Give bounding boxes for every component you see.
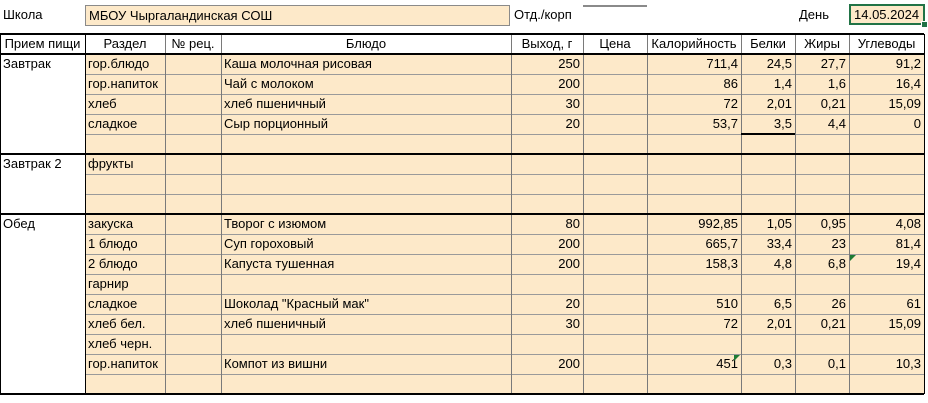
cell-proteins[interactable]: 2,01 [741,314,795,334]
cell-calories[interactable]: 86 [647,74,741,94]
cell-meal[interactable]: Завтрак 2 [3,156,62,171]
cell-price[interactable] [583,294,647,314]
error-indicator-icon[interactable] [734,355,740,361]
cell-price[interactable] [583,54,647,74]
cell-output[interactable] [511,174,583,194]
cell-dish[interactable]: Творог с изюмом [221,214,511,234]
cell-fats[interactable]: 26 [795,294,849,314]
cell-meal[interactable] [0,74,85,94]
cell-price[interactable] [583,214,647,234]
cell-fats[interactable] [795,194,849,214]
grid-line [85,334,924,335]
column-header-fats: Жиры [804,36,840,51]
cell-carbs[interactable]: 4,08 [849,214,924,234]
cell-meal[interactable]: Обед [3,216,35,231]
column-header-dish: Блюдо [345,36,387,51]
cell-price[interactable] [583,154,647,174]
cell-dish[interactable]: хлеб пшеничный [221,94,511,114]
cell-dish[interactable]: Сыр порционный [221,114,511,134]
column-header-calories: Калорийность [651,36,737,51]
cell-meal[interactable] [0,354,85,374]
cell-meal[interactable] [0,314,85,334]
section-border [0,53,924,55]
column-header-recipe: № рец. [171,36,215,51]
cell-carbs[interactable]: 19,4 [849,254,924,274]
cell-recipe[interactable] [165,74,221,94]
cell-recipe[interactable] [165,254,221,274]
fill-handle[interactable] [921,21,928,28]
cell-calories[interactable] [647,194,741,214]
column-header-meal: Прием пищи [4,36,81,51]
grid-line [85,254,924,255]
cell-carbs[interactable] [849,274,924,294]
cell-meal[interactable] [0,174,85,194]
cell-dish[interactable] [221,174,511,194]
cell-calories[interactable] [647,134,741,154]
cell-fats[interactable] [795,154,849,174]
cell-dish[interactable] [221,334,511,354]
grid-line [85,234,924,235]
cell-price[interactable] [583,194,647,214]
cell-carbs[interactable] [849,154,924,174]
cell-carbs[interactable] [849,334,924,354]
school-field[interactable]: МБОУ Чыргаландинская СОШ [85,5,510,26]
cell-recipe[interactable] [165,114,221,134]
cell-price[interactable] [583,274,647,294]
cell-meal[interactable] [0,334,85,354]
cell-dish[interactable] [221,194,511,214]
cell-proteins[interactable]: 1,4 [741,74,795,94]
cell-carbs[interactable]: 16,4 [849,74,924,94]
cell-carbs[interactable]: 81,4 [849,234,924,254]
cell-carbs[interactable] [849,374,924,394]
cell-proteins[interactable] [741,174,795,194]
cell-section[interactable]: хлеб черн. [85,334,165,354]
cell-recipe[interactable] [165,314,221,334]
cell-carbs[interactable]: 10,3 [849,354,924,374]
cell-calories[interactable]: 53,7 [647,114,741,134]
cell-calories[interactable]: 510 [647,294,741,314]
cell-section[interactable]: гор.напиток [85,354,165,374]
cell-proteins[interactable]: 4,8 [741,254,795,274]
cell-meal[interactable] [0,274,85,294]
cell-recipe[interactable] [165,334,221,354]
cell-section[interactable]: закуска [85,214,165,234]
cell-output[interactable]: 200 [511,74,583,94]
cell-output[interactable]: 200 [511,354,583,374]
section-border [0,153,924,155]
section-border [0,213,924,215]
column-header-proteins: Белки [750,36,786,51]
cell-dish[interactable]: Чай с молоком [221,74,511,94]
cell-carbs[interactable] [849,194,924,214]
cell-fats[interactable]: 6,8 [795,254,849,274]
cell-output[interactable]: 200 [511,254,583,274]
cell-proteins[interactable] [741,274,795,294]
cell-carbs[interactable]: 91,2 [849,54,924,74]
cell-section[interactable]: 2 блюдо [85,254,165,274]
cell-meal[interactable] [0,194,85,214]
cell-calories[interactable] [647,374,741,394]
cell-output[interactable] [511,154,583,174]
cell-fats[interactable] [795,374,849,394]
column-header-section: Раздел [103,36,147,51]
cell-meal[interactable] [0,374,85,394]
cell-calories[interactable]: 992,85 [647,214,741,234]
cell-section[interactable]: сладкое [85,114,165,134]
cell-price[interactable] [583,374,647,394]
cell-output[interactable]: 80 [511,214,583,234]
cell-fats[interactable]: 0,21 [795,314,849,334]
cell-recipe[interactable] [165,194,221,214]
dept-label: Отд./корп [514,7,572,22]
cell-section[interactable]: сладкое [85,294,165,314]
cell-proteins[interactable] [741,334,795,354]
cell-dish[interactable] [221,134,511,154]
cell-dish[interactable]: Капуста тушенная [221,254,511,274]
cell-section[interactable]: хлеб [85,94,165,114]
grid-line [85,354,924,355]
column-header-carbs: Углеводы [857,36,916,51]
cell-carbs[interactable]: 61 [849,294,924,314]
cell-section[interactable]: хлеб бел. [85,314,165,334]
cell-proteins[interactable]: 1,05 [741,214,795,234]
cell-proteins[interactable]: 24,5 [741,54,795,74]
cell-dish[interactable]: Компот из вишни [221,354,511,374]
grid-line [85,194,924,195]
section-border [0,393,924,395]
cell-dish[interactable]: Шоколад "Красный мак" [221,294,511,314]
cell-recipe[interactable] [165,234,221,254]
cell-recipe[interactable] [165,134,221,154]
cell-fats[interactable]: 27,7 [795,54,849,74]
cell-calories[interactable] [647,174,741,194]
grid-line [85,114,924,115]
cell-dish[interactable]: Каша молочная рисовая [221,54,511,74]
cell-meal[interactable] [0,94,85,114]
cell-dish[interactable] [221,154,511,174]
cell-output[interactable] [511,134,583,154]
cell-fats[interactable]: 23 [795,234,849,254]
cell-section[interactable]: фрукты [85,154,165,174]
cell-proteins[interactable] [741,374,795,394]
cell-calories[interactable] [647,154,741,174]
cell-dish[interactable] [221,374,511,394]
error-indicator-icon[interactable] [850,255,856,261]
grid-line [85,174,924,175]
grid-line [85,314,924,315]
cell-output[interactable]: 30 [511,314,583,334]
grid-line [85,274,924,275]
cell-price[interactable] [583,334,647,354]
cell-fats[interactable] [795,274,849,294]
cell-price[interactable] [583,234,647,254]
cell-fats[interactable] [795,134,849,154]
cell-meal[interactable] [0,134,85,154]
cell-carbs[interactable] [849,174,924,194]
cell-output[interactable]: 250 [511,54,583,74]
day-field[interactable]: 14.05.2024 [849,4,925,25]
grid-line [85,134,924,135]
cell-meal[interactable]: Завтрак [3,56,51,71]
cell-price[interactable] [583,94,647,114]
cell-calories[interactable] [647,274,741,294]
grid-line [85,374,924,375]
cell-section[interactable]: 1 блюдо [85,234,165,254]
grid-line [924,34,925,394]
cell-recipe[interactable] [165,374,221,394]
cell-section[interactable] [85,134,165,154]
cell-recipe[interactable] [165,294,221,314]
cell-recipe[interactable] [165,214,221,234]
cell-fats[interactable]: 0,95 [795,214,849,234]
cell-carbs[interactable] [849,134,924,154]
cell-price[interactable] [583,134,647,154]
grid-line [85,74,924,75]
cell-price[interactable] [583,174,647,194]
cell-carbs[interactable]: 0 [849,114,924,134]
cell-border [741,133,795,135]
cell-fats[interactable]: 0,21 [795,94,849,114]
cell-output[interactable] [511,374,583,394]
grid-line [85,294,924,295]
school-label: Школа [3,7,43,22]
cell-proteins[interactable] [741,154,795,174]
cell-recipe[interactable] [165,154,221,174]
cell-recipe[interactable] [165,54,221,74]
cell-price[interactable] [583,354,647,374]
cell-meal[interactable] [0,254,85,274]
cell-recipe[interactable] [165,274,221,294]
cell-output[interactable]: 30 [511,94,583,114]
cell-meal[interactable] [0,294,85,314]
cell-price[interactable] [583,114,647,134]
cell-carbs[interactable]: 15,09 [849,94,924,114]
cell-proteins[interactable] [741,194,795,214]
cell-recipe[interactable] [165,174,221,194]
cell-section[interactable]: гарнир [85,274,165,294]
cell-carbs[interactable]: 15,09 [849,314,924,334]
cell-calories[interactable]: 158,3 [647,254,741,274]
cell-fats[interactable] [795,334,849,354]
cell-proteins[interactable]: 6,5 [741,294,795,314]
cell-output[interactable] [511,274,583,294]
cell-fats[interactable] [795,174,849,194]
cell-fats[interactable]: 0,1 [795,354,849,374]
cell-price[interactable] [583,74,647,94]
cell-proteins[interactable]: 0,3 [741,354,795,374]
column-header-price: Цена [599,36,631,51]
cell-meal[interactable] [0,114,85,134]
cell-meal[interactable] [0,234,85,254]
cell-output[interactable] [511,194,583,214]
section-border [0,33,924,35]
cell-calories[interactable]: 72 [647,94,741,114]
cell-price[interactable] [583,314,647,334]
cell-section[interactable] [85,174,165,194]
cell-calories[interactable]: 665,7 [647,234,741,254]
cell-section[interactable] [85,374,165,394]
dept-field[interactable] [583,5,647,7]
cell-output[interactable]: 20 [511,114,583,134]
cell-proteins[interactable] [741,134,795,154]
cell-section[interactable] [85,194,165,214]
cell-fats[interactable]: 4,4 [795,114,849,134]
column-header-output: Выход, г [521,36,573,51]
cell-recipe[interactable] [165,94,221,114]
cell-calories[interactable]: 711,4 [647,54,741,74]
cell-proteins[interactable]: 3,5 [741,114,795,134]
cell-calories[interactable]: 72 [647,314,741,334]
cell-output[interactable]: 20 [511,294,583,314]
cell-calories[interactable]: 451 [647,354,741,374]
cell-output[interactable] [511,334,583,354]
cell-proteins[interactable]: 33,4 [741,234,795,254]
cell-section[interactable]: гор.напиток [85,74,165,94]
cell-recipe[interactable] [165,354,221,374]
cell-output[interactable]: 200 [511,234,583,254]
cell-price[interactable] [583,254,647,274]
cell-fats[interactable]: 1,6 [795,74,849,94]
day-label: День [799,7,829,22]
cell-section[interactable]: гор.блюдо [85,54,165,74]
cell-dish[interactable]: хлеб пшеничный [221,314,511,334]
cell-dish[interactable]: Суп гороховый [221,234,511,254]
cell-proteins[interactable]: 2,01 [741,94,795,114]
cell-calories[interactable] [647,334,741,354]
cell-dish[interactable] [221,274,511,294]
grid-line [85,94,924,95]
